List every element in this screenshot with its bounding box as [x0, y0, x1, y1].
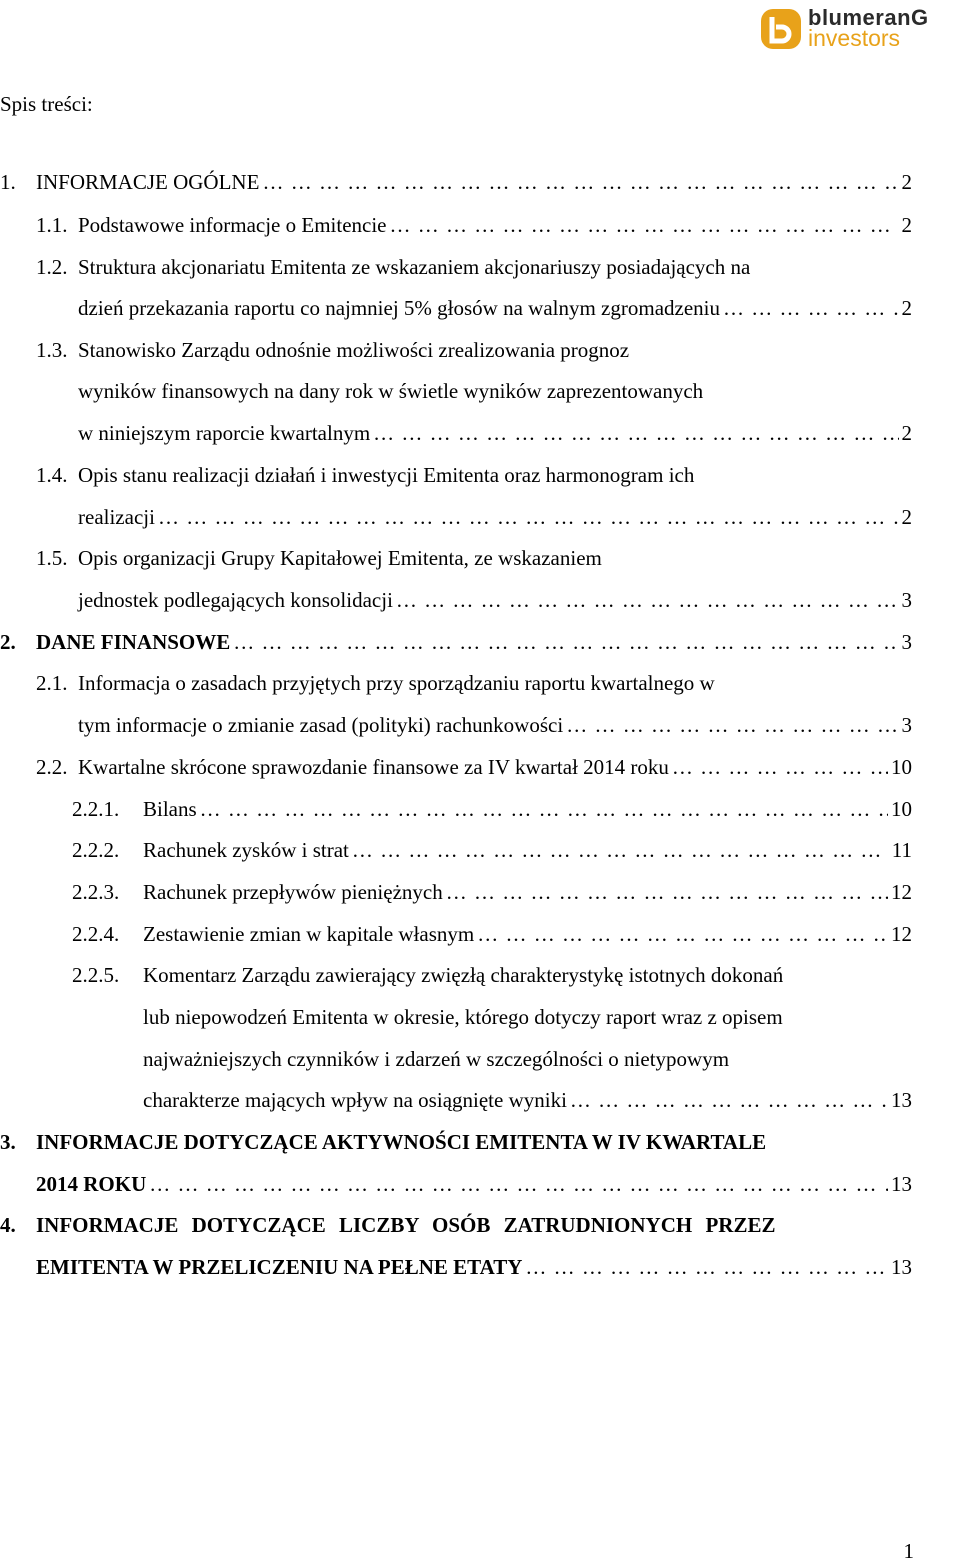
toc-entry-1-2[interactable]	[36, 252, 912, 282]
toc-entry-title: Komentarz Zarządu zawierający zwięzłą charakterystykę istotnych dokonań	[143, 963, 784, 987]
toc-entry-2-2-2[interactable]	[72, 835, 912, 865]
toc-entry-title: Podstawowe informacje o Emitencie	[78, 213, 387, 237]
toc-entry-1-4[interactable]	[36, 460, 912, 490]
toc-entry-title: DANE FINANSOWE	[36, 630, 231, 654]
toc-leader-dots	[262, 167, 898, 197]
toc-entry-title: Zestawienie zmian w kapitale własnym	[143, 922, 475, 946]
toc-entry-3-cont[interactable]	[36, 1169, 912, 1199]
toc-entry-3[interactable]	[0, 1127, 912, 1157]
toc-entry-1-5-cont[interactable]	[78, 585, 912, 615]
toc-entry-title-cont: najważniejszych czynników i zdarzeń w szczególności o nietypowym	[143, 1047, 730, 1071]
toc-entry-1-3[interactable]	[36, 335, 912, 365]
toc-entry-1-1[interactable]	[36, 210, 912, 240]
toc-entry-2-2-5[interactable]	[72, 960, 912, 990]
toc-entry-title-cont: jednostek podlegających konsolidacji	[78, 588, 393, 612]
toc-entry-2-2-5-cont1[interactable]	[143, 1002, 912, 1032]
toc-entry-title-cont: wyników finansowych na dany rok w świetle wyników zaprezentowanych	[78, 379, 704, 403]
toc-entry-page: 3	[901, 713, 912, 737]
toc-entry-title: Struktura akcjonariatu Emitenta ze wskazaniem akcjonariuszy posiadających na	[78, 255, 751, 279]
toc-leader-dots	[525, 1252, 888, 1282]
toc-entry-title-cont: EMITENTA W PRZELICZENIU NA PEŁNE ETATY	[36, 1255, 523, 1279]
toc-entry-title-cont: lub niepowodzeń Emitenta w okresie, którego dotyczy raport wraz z opisem	[143, 1005, 783, 1029]
toc-entry-1-3-cont1[interactable]	[78, 376, 912, 406]
toc-entry-title: Opis organizacji Grupy Kapitałowej Emitenta, ze wskazaniem	[78, 546, 602, 570]
toc-entry-2-2-1[interactable]	[72, 794, 912, 824]
toc-entry-page: 2	[901, 170, 912, 194]
toc-entry-title: Bilans	[143, 797, 197, 821]
toc-leader-dots	[566, 710, 898, 740]
toc-entry-1[interactable]	[0, 167, 912, 197]
toc-entry-page: 13	[891, 1088, 912, 1112]
toc-entry-page: 12	[891, 880, 912, 904]
toc-entry-number: 2.1.	[36, 671, 68, 695]
toc-entry-page: 2	[901, 421, 912, 445]
toc-entry-number: 1.5.	[36, 546, 68, 570]
toc-leader-dots	[158, 502, 899, 532]
toc-entry-title: INFORMACJE DOTYCZĄCE AKTYWNOŚCI EMITENTA W IV KWARTALE	[36, 1130, 767, 1154]
toc-entry-number: 2.2.2.	[72, 838, 120, 862]
toc-leader-dots	[390, 210, 899, 240]
toc-entry-number: 1.1.	[36, 213, 68, 237]
toc-entry-1-4-cont[interactable]	[78, 502, 912, 532]
toc-entry-1-2-cont[interactable]	[78, 293, 912, 323]
toc-entry-number: 1.	[0, 170, 16, 194]
toc-entry-2-1[interactable]	[36, 668, 912, 698]
toc-entry-2-2[interactable]	[36, 752, 912, 782]
toc-entry-number: 2.2.4.	[72, 922, 120, 946]
toc-entry-title: Opis stanu realizacji działań i inwestycji Emitenta oraz harmonogram ich	[78, 463, 695, 487]
toc-entry-title-cont: dzień przekazania raportu co najmniej 5% głosów na walnym zgromadzeniu	[78, 296, 721, 320]
toc-entry-title-cont: charakterze mających wpływ na osiągnięte wyniki	[143, 1088, 567, 1112]
toc-leader-dots	[396, 585, 899, 615]
toc-entry-number: 3.	[0, 1130, 16, 1154]
logo-text-blumerang: blumeranG	[808, 5, 929, 30]
page-number: 1	[903, 1539, 914, 1563]
toc-entry-number: 2.2.3.	[72, 880, 120, 904]
toc-entry-title-cont: w niniejszym raporcie kwartalnym	[78, 421, 371, 445]
toc-entry-page: 2	[901, 213, 912, 237]
toc-entry-number: 2.2.1.	[72, 797, 120, 821]
toc-entry-number: 1.3.	[36, 338, 68, 362]
toc-entry-2[interactable]	[0, 627, 912, 657]
toc-leader-dots	[446, 877, 888, 907]
toc-entry-title-cont: tym informacje o zmianie zasad (polityki) rachunkowości	[78, 713, 564, 737]
toc-leader-dots	[672, 752, 888, 782]
toc-entry-page: 3	[901, 630, 912, 654]
toc-entry-title: Informacja o zasadach przyjętych przy sporządzaniu raportu kwartalnego w	[78, 671, 715, 695]
toc-entry-title: Kwartalne skrócone sprawozdanie finansowe za IV kwartał 2014 roku	[78, 755, 669, 779]
toc-entry-title-cont: 2014 ROKU	[36, 1172, 147, 1196]
toc-leader-dots	[477, 919, 888, 949]
toc-entry-number: 2.2.5.	[72, 963, 120, 987]
toc-entry-4[interactable]	[0, 1210, 912, 1240]
toc-entry-page: 2	[901, 505, 912, 529]
toc-entry-page: 13	[891, 1255, 912, 1279]
toc-entry-2-2-5-cont[interactable]	[143, 1085, 912, 1115]
toc-entry-title-cont: realizacji	[78, 505, 155, 529]
toc-leader-dots	[373, 418, 898, 448]
toc-entry-4-cont[interactable]	[36, 1252, 912, 1282]
toc-entry-2-2-4[interactable]	[72, 919, 912, 949]
toc-entry-title: Stanowisko Zarządu odnośnie możliwości zrealizowania prognoz	[78, 338, 630, 362]
toc-leader-dots	[233, 627, 898, 657]
toc-entry-title: Rachunek zysków i strat	[143, 838, 349, 862]
logo-text-investors: investors	[808, 25, 901, 51]
toc-entry-number: 4.	[0, 1213, 16, 1237]
toc-entry-title: INFORMACJE OGÓLNE	[36, 170, 260, 194]
toc-entry-1-5[interactable]	[36, 543, 912, 573]
toc-entry-number: 2.	[0, 630, 16, 654]
toc-entry-1-3-cont[interactable]	[78, 418, 912, 448]
toc-entry-title: INFORMACJE DOTYCZĄCE LICZBY OSÓB ZATRUDNIONYCH PRZEZ	[36, 1213, 776, 1237]
toc-entry-page: 10	[891, 797, 912, 821]
toc-leader-dots	[352, 835, 889, 865]
toc-entry-number: 2.2.	[36, 755, 68, 779]
toc-leader-dots	[723, 293, 898, 323]
toc-entry-number: 1.4.	[36, 463, 68, 487]
toc-leader-dots	[200, 794, 888, 824]
toc-entry-page: 3	[901, 588, 912, 612]
toc-entry-page: 13	[891, 1172, 912, 1196]
toc-heading: Spis treści:	[0, 92, 93, 116]
toc-entry-title: Rachunek przepływów pieniężnych	[143, 880, 443, 904]
toc-entry-number: 1.2.	[36, 255, 68, 279]
toc-leader-dots	[570, 1085, 888, 1115]
toc-entry-2-2-5-cont2[interactable]	[143, 1044, 912, 1074]
toc-entry-2-1-cont[interactable]	[78, 710, 912, 740]
toc-entry-page: 11	[891, 838, 912, 862]
toc-leader-dots	[149, 1169, 888, 1199]
toc-entry-page: 10	[891, 755, 912, 779]
toc-entry-2-2-3[interactable]	[72, 877, 912, 907]
toc-entry-page: 2	[901, 296, 912, 320]
toc-entry-page: 12	[891, 922, 912, 946]
